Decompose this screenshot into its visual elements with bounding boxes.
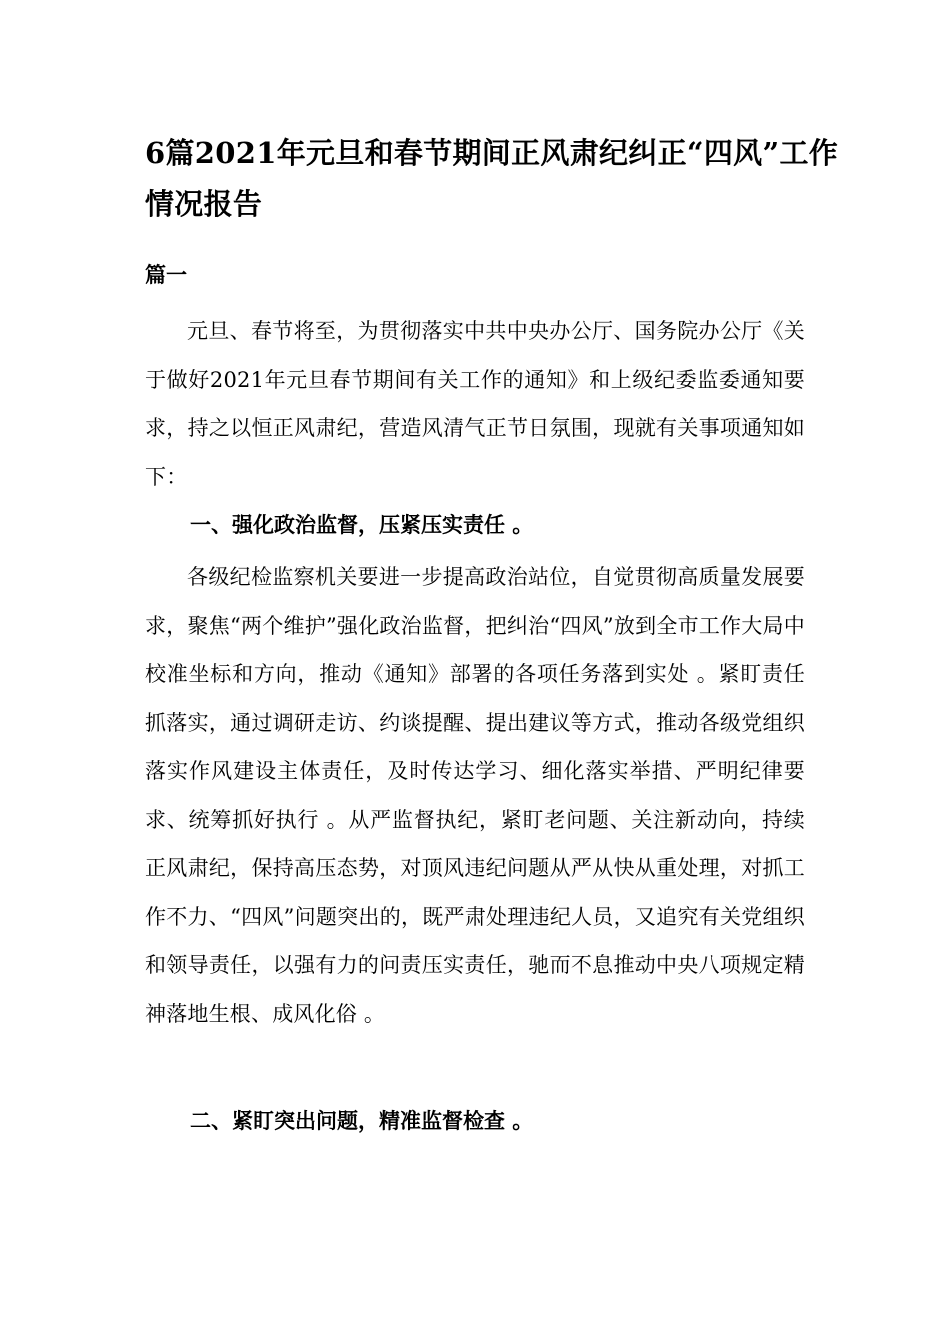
document-title: 6篇2021年元旦和春节期间正风肃纪纠正“四风”工作情况报告 <box>145 136 839 221</box>
body-paragraph-1: 各级纪检监察机关要进一步提高政治站位，自觉贯彻高质量发展要求，聚焦“两个维护”强化政治监督，把纠治“四风”放到全市工作大局中校准坐标和方向，推动《通知》部署的各项任务落到实处 。紧盯责任抓落实，通过调研走访、约谈提醒、提出建议等方式，推动各级党组织落实作风建设主体责任，及时传达学习、细化落实举措、严明纪律要求、统筹抓好执行 。从严监督执纪，紧盯老问题、关注新动向，持续正风肃纪，保持高压态势，对顶风违纪问题从严从快从重处理，对抓工作不力、“四风”问题突出的，既严肃处理违纪人员，又追究有关党组织和领导责任，以强有力的问责压实责任，驰而不息推动中央八项规定精神落地生根、成风化俗 。 <box>145 565 805 1026</box>
section-heading-2: 二、紧盯突出问题，精准监督检查 。 <box>190 1108 534 1133</box>
section-label: 篇一 <box>145 262 187 287</box>
section-heading-1: 一、强化政治监督，压紧压实责任 。 <box>190 512 534 537</box>
intro-paragraph: 元旦、春节将至，为贯彻落实中共中央办公厅、国务院办公厅《关于做好2021年元旦春节期间有关工作的通知》和上级纪委监委通知要求，持之以恒正风肃纪，营造风清气正节日氛围，现就有关事项通知如下： <box>145 319 805 489</box>
